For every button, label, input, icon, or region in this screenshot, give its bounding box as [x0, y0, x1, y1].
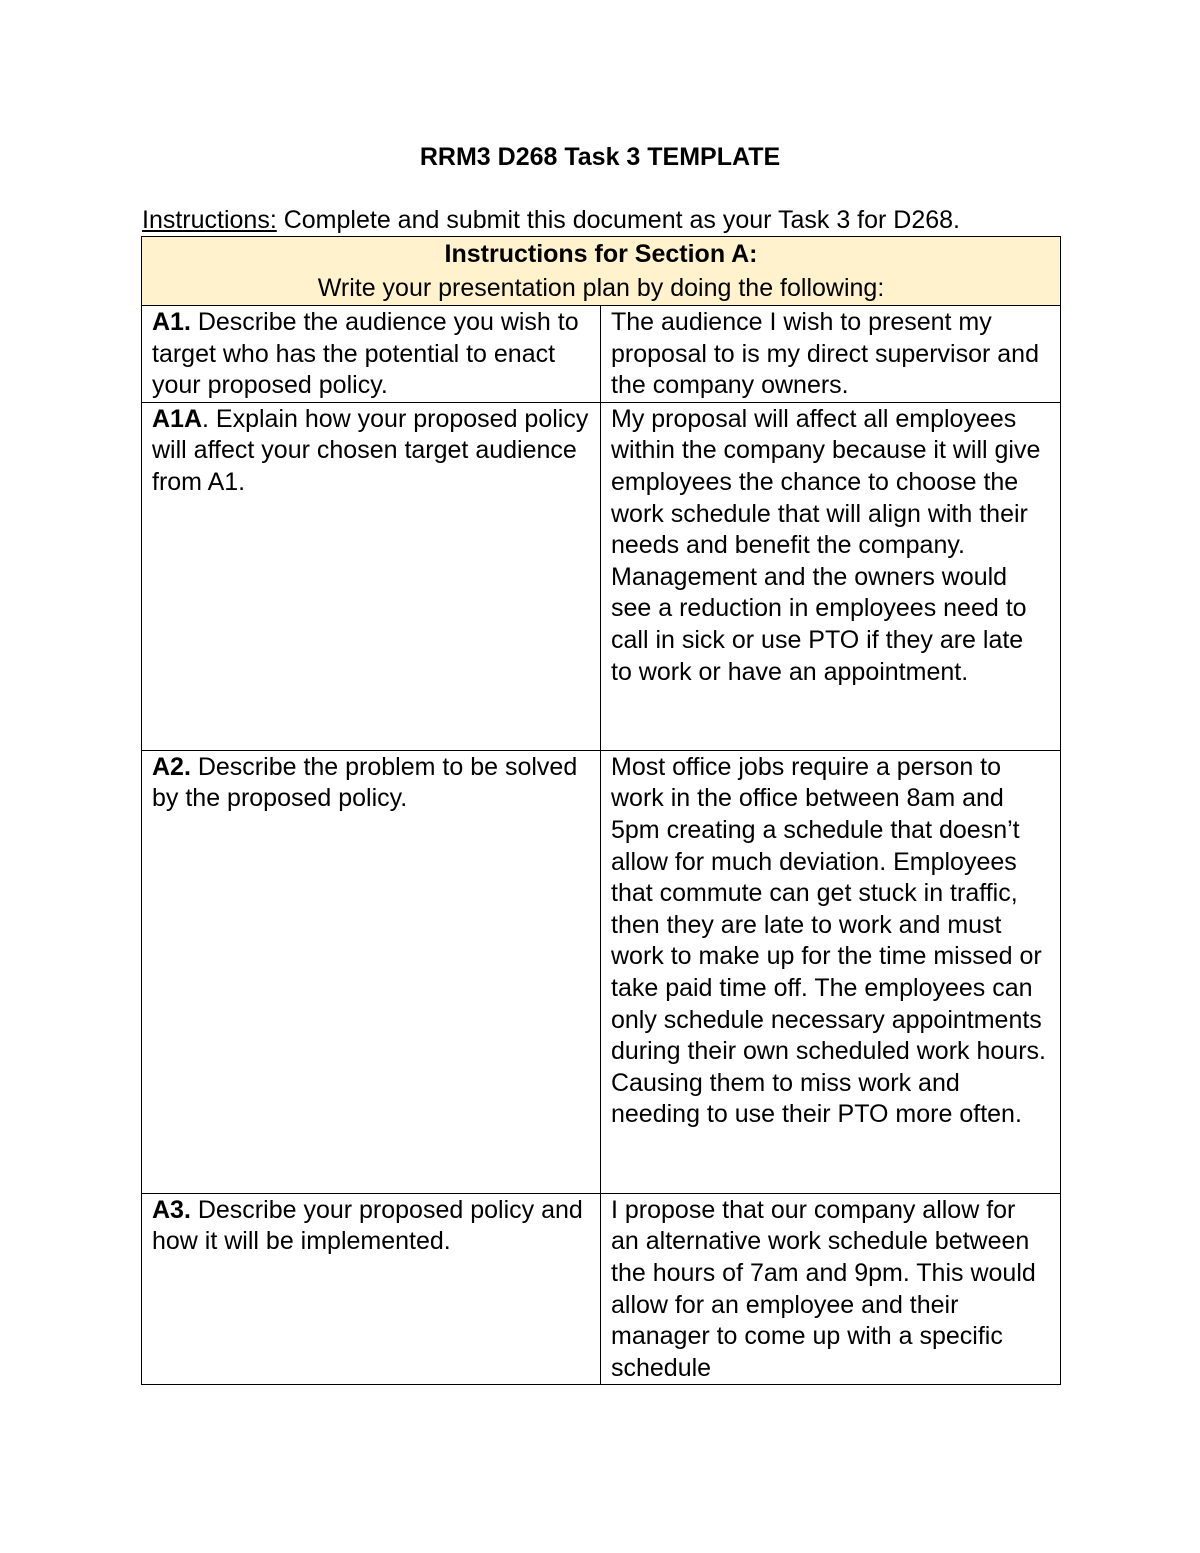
response-cell-a1a: My proposal will affect all employees within the company because it will give employees the chance to choose the work schedule that will align with their needs and benefit the company. Management and the owners would see a reduction in employees need to call in sick or use PTO if they are late to work or have an appointment.: [601, 402, 1061, 750]
prompt-code: A3.: [152, 1195, 191, 1224]
instructions-text: Complete and submit this document as your Task 3 for D268.: [276, 206, 960, 234]
prompt-code: A1.: [152, 308, 191, 336]
prompt-text: . Explain how your proposed policy will affect your chosen target audience from A1.: [152, 404, 589, 496]
instructions-label: Instructions:: [142, 206, 277, 234]
section-a-header-row: [142, 237, 1061, 306]
table-row: [142, 750, 1061, 1193]
prompt-cell-a2: [142, 750, 601, 1193]
document-title: RRM3 D268 Task 3 TEMPLATE: [419, 143, 781, 171]
prompt-cell-a1a: [142, 402, 601, 750]
table-row: [142, 402, 1061, 750]
prompt-text: Describe your proposed policy and how it will be implemented.: [152, 1195, 583, 1256]
instructions-line: [142, 204, 960, 236]
section-a-header-subtitle: Write your presentation plan by doing the following:: [317, 274, 885, 302]
prompt-code: A1A: [152, 404, 203, 433]
response-cell-a2: Most office jobs require a person to work in the office between 8am and 5pm creating a schedule that doesn’t allow for much deviation. Employees that commute can get stuck in traffic, then they are late to work and must work to make up for the time missed or take paid time off. The employees can only schedule necessary appointments during their own scheduled work hours. Causing them to miss work and needing to use their PTO more often.: [601, 750, 1061, 1193]
prompt-code: A2.: [152, 752, 191, 781]
prompt-text: Describe the problem to be solved by the proposed policy.: [152, 752, 578, 813]
section-a-table: [141, 236, 1061, 1385]
prompt-text: Describe the audience you wish to target who has the potential to enact your proposed policy.: [152, 308, 579, 400]
prompt-cell-a3: [142, 1193, 601, 1385]
table-row: [142, 1193, 1061, 1385]
table-row: [142, 306, 1061, 403]
section-a-header: [142, 237, 1061, 306]
section-a-header-title: Instructions for Section A:: [444, 240, 758, 268]
prompt-cell-a1: [142, 306, 601, 403]
response-cell-a1: The audience I wish to present my proposal to is my direct supervisor and the company owners.: [601, 306, 1061, 403]
response-cell-a3: I propose that our company allow for an alternative work schedule between the hours of 7am and 9pm. This would allow for an employee and their manager to come up with a specific schedule: [601, 1193, 1061, 1385]
